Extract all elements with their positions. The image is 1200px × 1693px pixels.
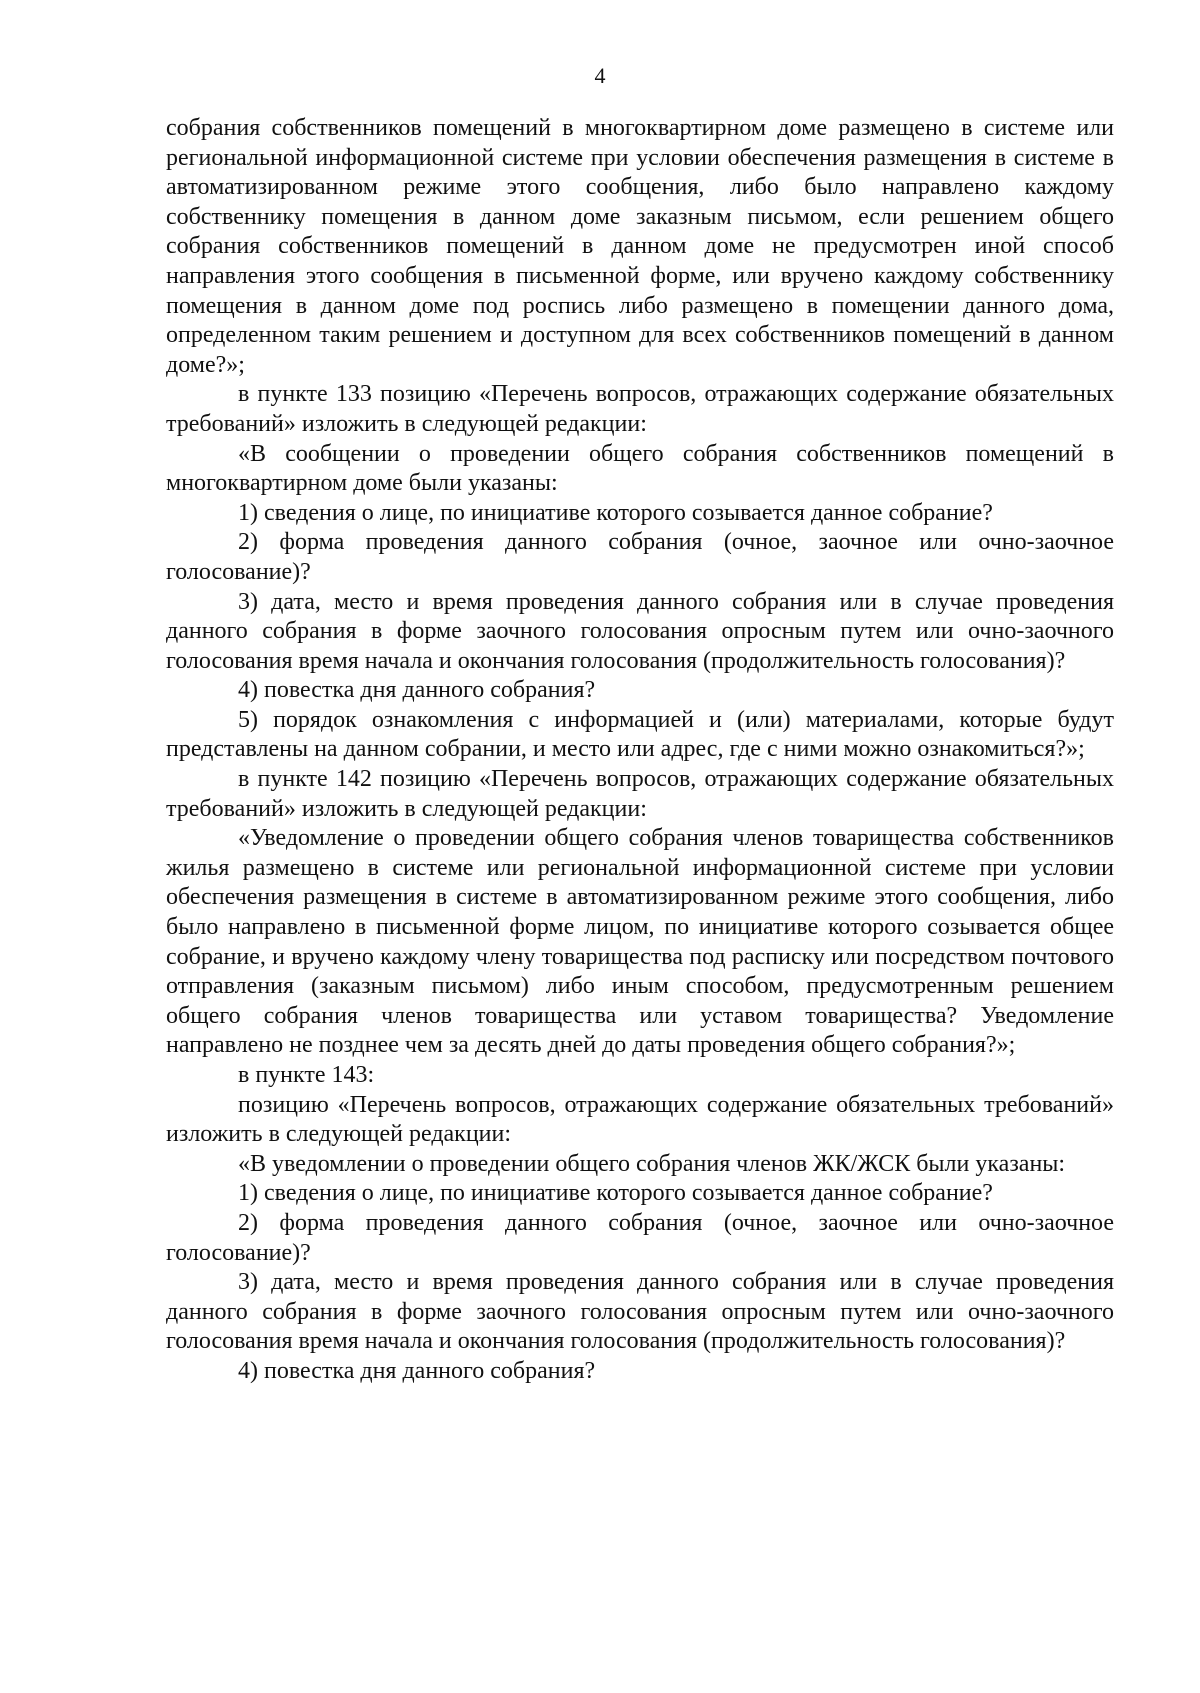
list-item: 2) форма проведения данного собрания (очное, заочное или очно-заочное голосование)?: [166, 529, 1114, 585]
list-item: 3) дата, место и время проведения данного собрания или в случае проведения данного собрания в форме заочного голосования опросным путем или очно-заочного голосования время начала и окончания голосования (продолжительность голосования)?: [166, 588, 1114, 674]
paragraph-item-133: в пункте 133 позицию «Перечень вопросов, отражающих содержание обязательных требований» изложить в следующей редакции:: [166, 381, 1114, 437]
document-body: [166, 114, 1114, 1387]
paragraph-quote-message: «В сообщении о проведении общего собрания собственников помещений в многоквартирном доме были указаны:: [166, 440, 1114, 497]
paragraph-item-143: в пункте 143:: [238, 1062, 375, 1088]
list-item: 3) дата, место и время проведения данного собрания или в случае проведения данного собрания в форме заочного голосования опросным путем или очно-заочного голосования время начала и окончания голосования (продолжительность голосования)?: [166, 1269, 1114, 1355]
list-item: 4) повестка дня данного собрания?: [238, 677, 596, 704]
page-number: 4: [594, 63, 606, 88]
list-item: 4) повестка дня данного собрания?: [238, 1357, 596, 1384]
list-item: 5) порядок ознакомления с информацией и (или) материалами, которые будут представлены на данном собрании, и место или адрес, где с ними можно ознакомиться?»;: [166, 706, 1114, 763]
paragraph-quote-notice-zhk: «В уведомлении о проведении общего собрания членов ЖК/ЖСК были указаны:: [238, 1150, 1066, 1177]
list-item: 2) форма проведения данного собрания (очное, заочное или очно-заочное голосование)?: [166, 1209, 1114, 1266]
paragraph-quote-notice: «Уведомление о проведении общего собрания членов товарищества собственников жилья размещено в системе или региональной информационной системе при условии обеспечения размещения в системе в автоматизированном режиме этого сообщения, либо было направлено в письменной форме лицом, по инициативе которого созывается общее собрание, и вручено каждому члену товарищества под расписку или посредством почтового отправления (заказным письмом) либо иным способом, предусмотренным решением общего собрания членов товарищества или уставом товарищества? Уведомление направлено не позднее чем за десять дней до даты проведения общего собрания?»;: [166, 825, 1114, 1059]
paragraph-position: позицию «Перечень вопросов, отражающих содержание обязательных требований» изложить в следующей редакции:: [166, 1091, 1114, 1148]
list-item: 1) сведения о лице, по инициативе которого созывается данное собрание?: [238, 499, 993, 526]
paragraph-continuation: собрания собственников помещений в многоквартирном доме размещено в системе или региональной информационной системе при условии обеспечения размещения в системе в автоматизированном режиме этого сообщения, либо было направлено каждому собственнику помещения в данном доме заказным письмом, если решением общего собрания собственников помещений в данном доме не предусмотрен иной способ направления этого сообщения в письменной форме, или вручено каждому собственнику помещения в данном доме под роспись либо размещено в помещении данного дома, определенном таким решением и доступном для всех собственников помещений в данном доме?»;: [166, 115, 1114, 378]
paragraph-item-142: в пункте 142 позицию «Перечень вопросов, отражающих содержание обязательных требований» изложить в следующей редакции:: [166, 766, 1114, 822]
list-item: 1) сведения о лице, по инициативе которого созывается данное собрание?: [238, 1180, 993, 1207]
